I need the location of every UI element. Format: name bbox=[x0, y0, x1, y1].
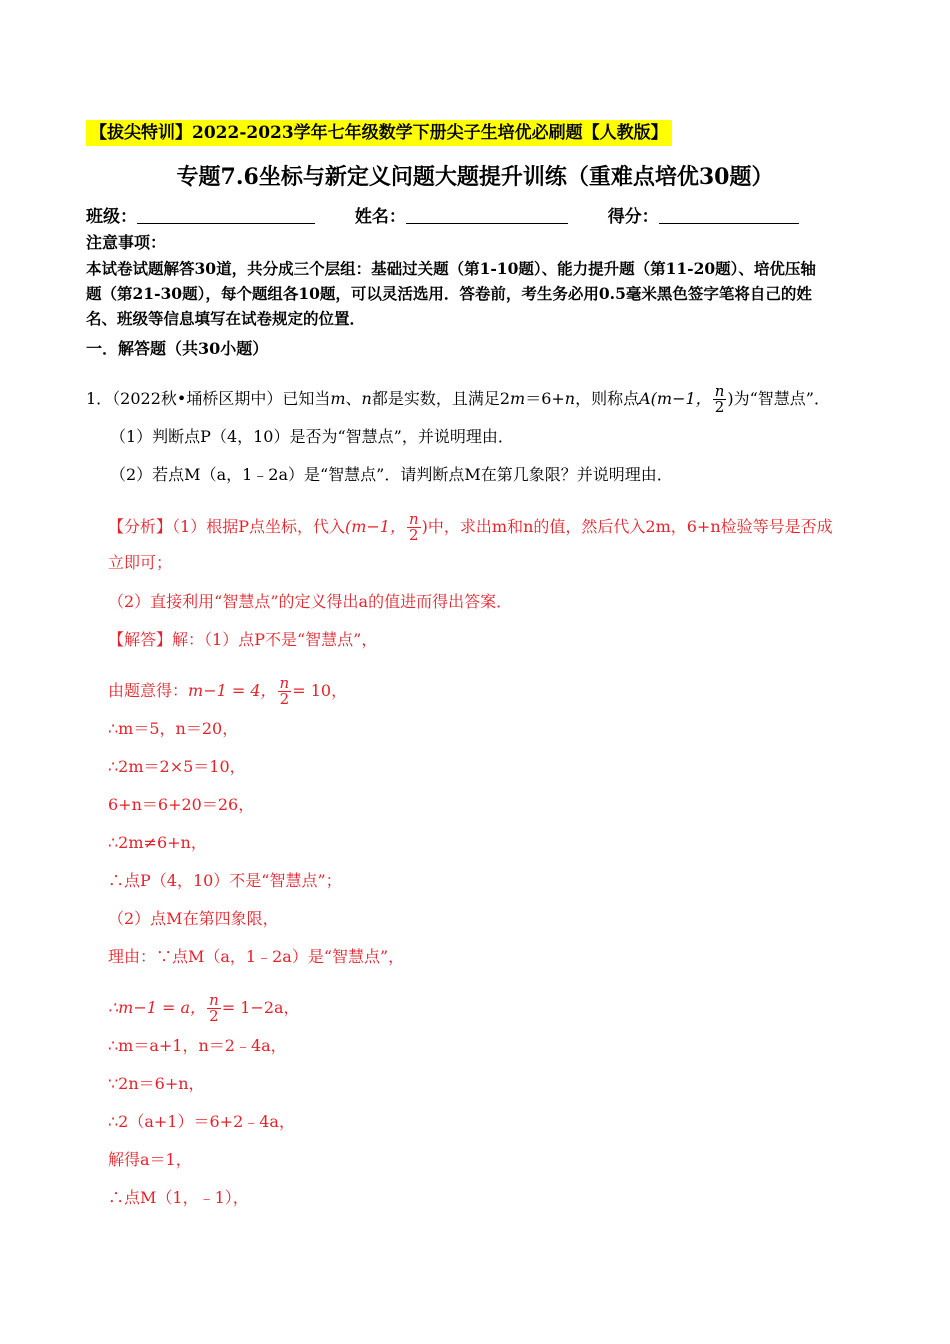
student-info-row bbox=[86, 205, 799, 228]
score-field[interactable] bbox=[659, 205, 799, 224]
name-label: 姓名： bbox=[354, 207, 406, 227]
answer-formula: ∴m−1 = a， bbox=[108, 998, 207, 1017]
analysis-line bbox=[108, 512, 833, 543]
answer-line: ∵2n＝6+n， bbox=[108, 1074, 205, 1093]
answer-line: 6+n＝6+20＝26， bbox=[108, 795, 255, 814]
question-1-part-1: （1）判断点P（4，10）是否为“智慧点”，并说明理由． bbox=[110, 427, 514, 446]
answer-line: ∴m＝a+1，n＝2﹣4a， bbox=[108, 1036, 287, 1055]
analysis-text: 中，求出m和n的值，然后代入2m，6+n检验等号是否成 bbox=[427, 517, 833, 536]
notice-line: 题（第21-30题），每个题组各10题，可以灵活选用．答卷前，考生务必用0.5毫米黑色签字笔将自己的姓 bbox=[86, 284, 812, 303]
var-n: n bbox=[361, 389, 372, 408]
series-banner: 【拔尖特训】2022-2023学年七年级数学下册尖子生培优必刷题【人教版】 bbox=[86, 120, 672, 146]
question-1-part-2: （2）若点M（a，1﹣2a）是“智慧点”．请判断点M在第几象限？并说明理由． bbox=[110, 465, 673, 484]
analysis-text: ) bbox=[421, 517, 428, 536]
analysis-text: （1）根据P点坐标，代入 bbox=[172, 517, 345, 536]
stem-text: ＝6+ bbox=[525, 389, 565, 408]
substitution-formula: (m−1， bbox=[344, 517, 406, 536]
answer-text: 由题意得： bbox=[108, 681, 189, 700]
answer-line bbox=[108, 993, 300, 1024]
answer-line: ∴m＝5，n＝20， bbox=[108, 719, 239, 738]
answer-text: 解：（1）点P不是“智慧点”， bbox=[172, 630, 378, 649]
answer-formula: = 1−2a， bbox=[221, 998, 300, 1017]
section-heading: 一．解答题（共30小题） bbox=[86, 339, 269, 358]
notice-heading: 注意事项： bbox=[86, 233, 167, 252]
answer-line: （2）点M在第四象限， bbox=[108, 909, 279, 928]
page-title: 专题7.6坐标与新定义问题大题提升训练（重难点培优30题） bbox=[176, 164, 774, 190]
answer-line: ∴2m≠6+n， bbox=[108, 833, 207, 852]
answer-tag: 【解答】 bbox=[108, 630, 173, 649]
point-a-formula: A(m−1， bbox=[639, 389, 712, 408]
stem-text: 为“智慧点”． bbox=[733, 389, 830, 408]
answer-line: ∴点P（4，10）不是“智慧点”； bbox=[108, 871, 342, 890]
var-m: m bbox=[330, 389, 346, 408]
answer-line: ∴2m＝2×5＝10， bbox=[108, 757, 246, 776]
analysis-tag: 【分析】 bbox=[108, 517, 173, 536]
var-n: n bbox=[564, 389, 576, 408]
answer-formula: = 10， bbox=[292, 681, 348, 700]
stem-text: 、 bbox=[345, 389, 362, 408]
fraction-n-over-2: $\frac{n}{2}$ bbox=[279, 674, 290, 708]
stem-text: ) bbox=[727, 389, 734, 408]
fraction-n-over-2: $\frac{n}{2}$ bbox=[209, 991, 219, 1025]
var-m: m bbox=[510, 389, 526, 408]
answer-line: ∴点M（1，﹣1）， bbox=[108, 1188, 249, 1207]
answer-line bbox=[108, 676, 347, 707]
fraction-n-over-2: $\frac{n}{2}$ bbox=[408, 510, 419, 544]
answer-line bbox=[108, 629, 377, 651]
stem-text: 都是实数，且满足2 bbox=[371, 389, 511, 408]
analysis-line: （2）直接利用“智慧点”的定义得出a的值进而得出答案． bbox=[108, 592, 513, 611]
answer-formula: m−1 = 4， bbox=[188, 681, 277, 700]
score-label: 得分： bbox=[607, 207, 659, 227]
class-label: 班级： bbox=[86, 207, 137, 227]
analysis-line: 立即可； bbox=[108, 553, 173, 572]
answer-line: ∴2（a+1）＝6+2﹣4a， bbox=[108, 1112, 295, 1131]
stem-text: ，则称点 bbox=[575, 389, 640, 408]
class-field[interactable] bbox=[137, 205, 315, 224]
name-field[interactable] bbox=[406, 205, 568, 224]
notice-line: 名、班级等信息填写在试卷规定的位置． bbox=[86, 309, 366, 328]
answer-line: 理由：∵点M（a，1﹣2a）是“智慧点”， bbox=[108, 947, 405, 966]
stem-text: 1．（2022秋•埇桥区期中）已知当 bbox=[86, 389, 331, 408]
notice-line: 本试卷试题解答30道，共分成三个层组：基础过关题（第1-10题）、能力提升题（第11-20题）、培优压轴 bbox=[86, 259, 816, 278]
answer-line: 解得a＝1， bbox=[108, 1150, 192, 1169]
fraction-n-over-2: $\frac{n}{2}$ bbox=[714, 382, 725, 416]
question-1-stem bbox=[86, 384, 830, 415]
